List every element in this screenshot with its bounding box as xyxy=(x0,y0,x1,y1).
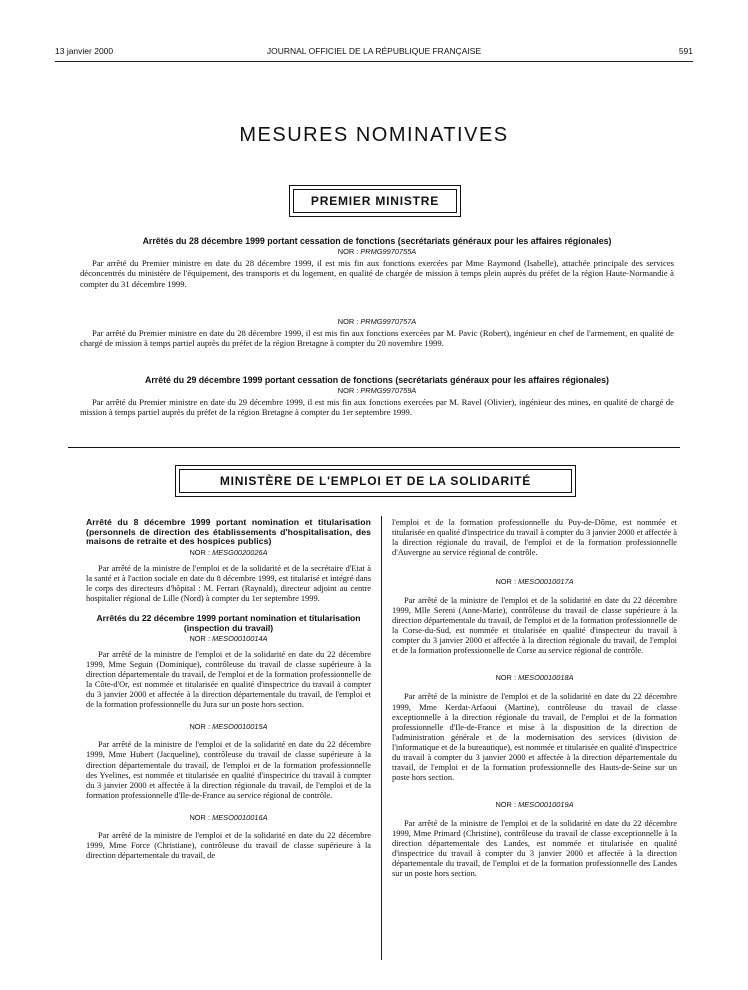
nor-reference: NOR : PRMG9970755A xyxy=(337,247,417,256)
ministry-box-emploi-solidarite xyxy=(175,465,576,497)
decree-text-continued: l'emploi et de la formation professionnelle du Puy-de-Dôme, est nommée et titularisée en qualité d'inspectrice du travail à compter du 3 janvier 2000 et affectée à la direction régionale du travail, de l'emploi et de la formation professionnelle d'Auvergne au service régional de contrôle. xyxy=(392,518,677,558)
section-title: MESURES NOMINATIVES xyxy=(239,124,509,146)
decree-heading: Arrêtés du 22 décembre 1999 portant nomination et titularisation (inspection du travail) xyxy=(96,612,361,633)
nor-reference: NOR : MESO0010017A xyxy=(495,577,574,587)
ministry-name: MINISTÈRE DE L'EMPLOI ET DE LA SOLIDARITÉ xyxy=(179,469,572,493)
decree-text: Par arrêté de la ministre de l'emploi et de la solidarité en date du 22 décembre 1999, Mme Primard (Christine), contrôleuse du travail de classe exceptionnelle à la direction départementale des Landes, est nommée et titularisée en qualité d'inspectrice du travail à compter du 3 janvier 2000 et affectée à la direction départementale du travail, de l'emploi et de la formation professionnelle des Landes sur un poste hors section. xyxy=(392,818,677,879)
decree-text: Par arrêté de la ministre de l'emploi et de la solidarité en date du 22 décembre 1999, Mme Seguin (Dominique), contrôleuse du travail de classe supérieure à la direction départementale du travail, de l'emploi et de la formation professionnelle de la Côte-d'Or, est nommée et titularisée en qualité d'inspectrice du travail à compter du 3 janvier 2000 et affectée à la direction départementale du travail, de l'emploi et de la formation professionnelle du Jura sur un poste hors section. xyxy=(86,650,371,710)
decree-block-2 xyxy=(80,316,674,349)
nor-reference: NOR : MESO0010014A xyxy=(189,634,268,644)
ministry-box-premier-ministre xyxy=(289,185,461,217)
decree-text: Par arrêté de la ministre de l'emploi et de la solidarité en date du 22 décembre 1999, Mme Hubert (Jacqueline), contrôleuse du travail de classe supérieure à la direction départementale du travail, de l'emploi et de la formation professionnelle des Yvelines, est nommée et titularisée en qualité d'inspectrice du travail à compter du 3 janvier 2000 et affectée à la direction régionale du travail, de l'emploi et de la formation professionnelle d'Ile-de-France au service régional de contrôle. xyxy=(86,740,371,800)
nor-reference: NOR : MESO0010019A xyxy=(495,799,574,809)
header-date: 13 janvier 2000 xyxy=(55,46,114,56)
nor-reference: NOR : MESO0010016A xyxy=(189,812,268,822)
decree-text: Par arrêté de la ministre de l'emploi et de la solidarité et de la secrétaire d'Etat à la santé et à l'action sociale en date du 8 décembre 1999, est titularisé et intégré dans le corps des directeurs d'hôpital : M. Ferrari (Raynald), directeur adjoint au centre hospitalier régional de Lille (Nord) à compter du 1er septembre 1999. xyxy=(86,563,371,603)
nor-reference: NOR : MESO0010015A xyxy=(189,722,268,732)
decree-text: Par arrêté de la ministre de l'emploi et de la solidarité en date du 22 décembre 1999, Mlle Sereni (Anne-Marie), contrôleuse du travail de classe supérieure à la direction départementale du travail, de l'emploi et de la formation professionnelle de la Corse-du-Sud, est nommée et titularisée en qualité d'inspecteur du travail à compter du 3 janvier 2000 et affectée à la direction régionale du travail, de l'emploi et de la formation professionnelle de Corse au service régional de contrôle. xyxy=(392,596,677,656)
decree-heading: Arrêté du 29 décembre 1999 portant cessation de fonctions (secrétariats généraux pour les affaires régionales) xyxy=(145,375,609,385)
decree-text: Par arrêté du Premier ministre en date du 28 décembre 1999, il est mis fin aux fonctions exercées par Mme Raymond (Isabelle), attachée principale des services déconcentrés du ministère de l'équipement, des transports et du logement, en qualité de chargée de mission à temps plein auprès du préfet de la région Haute-Normandie à compter du 31 décembre 1999. xyxy=(80,258,674,289)
left-column xyxy=(86,518,371,861)
nor-reference: NOR : PRMG9970759A xyxy=(337,386,417,395)
nor-reference: NOR : MESG0020026A xyxy=(189,547,268,557)
decree-text: Par arrêté de la ministre de l'emploi et de la solidarité en date du 22 décembre 1999, Mme Force (Christiane), contrôleuse du travail de classe supérieure à la direction départementale du travail, de xyxy=(86,830,371,860)
header-rule xyxy=(55,61,693,62)
decree-text: Par arrêté du Premier ministre en date du 29 décembre 1999, il est mis fin aux fonctions exercées par M. Ravel (Olivier), ingénieur des mines, en qualité de chargé de mission à temps partiel auprès du préfet de la région Bretagne à compter du 1er septembre 1999. xyxy=(80,397,674,418)
header-page-number: 591 xyxy=(678,46,693,56)
section-separator xyxy=(68,447,680,448)
decree-block-3 xyxy=(80,375,674,418)
decree-text: Par arrêté du Premier ministre en date du 28 décembre 1999, il est mis fin aux fonctions exercées par M. Pavic (Robert), ingénieur en chef de l'armement, en qualité de chargé de mission à temps partiel auprès du préfet de la région Bretagne à compter du 20 novembre 1999. xyxy=(80,328,674,349)
right-column xyxy=(392,518,677,879)
decree-text: Par arrêté de la ministre de l'emploi et de la solidarité en date du 22 décembre 1999, Mme Kerdat-Arfaoui (Martine), contrôleuse du travail de classe exceptionnelle à la direction régionale du travail, de l'emploi et de la formation professionnelle d'Ile-de-France et mise à la disposition de la direction de l'administration générale et de la modernisation des services (division de l'informatique et de la bureautique), est nommée et titularisée en qualité d'inspectrice du travail à compter du 3 janvier 2000 et affectée à la direction départementale du travail, de l'emploi et de la formation professionnelle des Hauts-de-Seine sur un poste hors section. xyxy=(392,692,677,782)
nor-reference: NOR : MESO0010018A xyxy=(495,673,574,683)
nor-reference: NOR : PRMG9970757A xyxy=(337,317,417,326)
header-journal-title: JOURNAL OFFICIEL DE LA RÉPUBLIQUE FRANÇAISE xyxy=(266,46,482,56)
decree-heading: Arrêté du 8 décembre 1999 portant nomination et titularisation (personnels de direction des établissements d'hospitalisation, des maisons de retraite et des hospices publics) xyxy=(86,517,371,547)
decree-block-1 xyxy=(80,236,674,289)
page-header xyxy=(55,46,693,60)
decree-heading: Arrêtés du 28 décembre 1999 portant cessation de fonctions (secrétariats généraux pour les affaires régionales) xyxy=(142,236,612,246)
ministry-name: PREMIER MINISTRE xyxy=(293,189,457,213)
column-divider xyxy=(381,516,382,960)
